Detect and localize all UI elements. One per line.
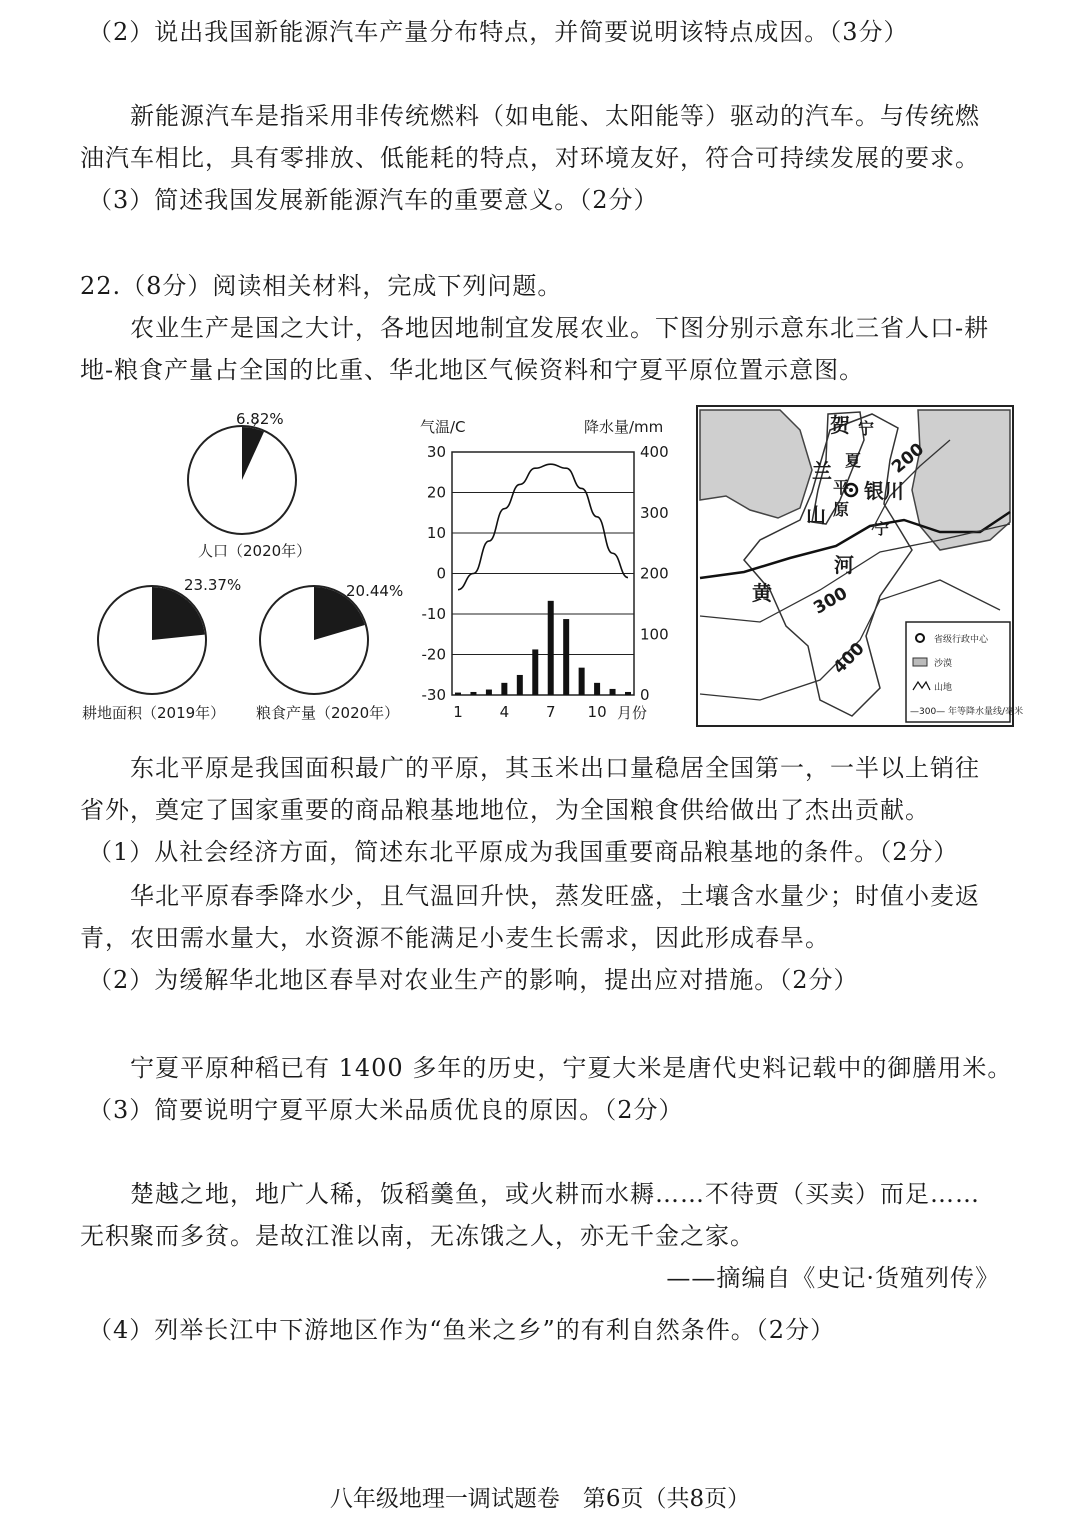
legend-capital-icon xyxy=(916,634,924,642)
precipitation-bars xyxy=(455,601,631,695)
climate-right-ticks xyxy=(640,443,669,704)
map-label-ning: 宁 xyxy=(858,419,875,438)
q22-quote-line1: 楚越之地，地广人稀，饭稻羹鱼，或火耕而水耨……不待贾（买卖）而足…… xyxy=(130,1180,980,1208)
precipitation-bar xyxy=(532,649,538,695)
pie-farmland-value: 23.37% xyxy=(184,576,242,594)
climate-right-tick: 400 xyxy=(640,443,669,461)
climate-left-tick: -20 xyxy=(421,645,446,664)
q21-sub3: （3）简述我国发展新能源汽车的重要意义。（2分） xyxy=(88,186,659,214)
map-label-iso300: 300 xyxy=(810,583,852,619)
temperature-line xyxy=(458,464,628,590)
climate-x-tick: 1 xyxy=(453,703,463,721)
climate-right-tick: 100 xyxy=(640,625,669,644)
precipitation-bar xyxy=(610,689,616,695)
q22-material2-line1: 华北平原春季降水少，且气温回升快，蒸发旺盛，土壤含水量少；时值小麦返 xyxy=(130,882,980,910)
q22-quote-line2: 无积聚而多贫。是故江淮以南，无冻饿之人，亦无千金之家。 xyxy=(80,1222,755,1250)
q21-material-line1: 新能源汽车是指采用非传统燃料（如电能、太阳能等）驱动的汽车。与传统燃 xyxy=(130,102,980,130)
q22-intro-line1: 农业生产是国之大计，各地因地制宜发展农业。下图分别示意东北三省人口-耕 xyxy=(130,314,990,342)
figures xyxy=(0,400,1080,740)
pie-farmland xyxy=(82,576,241,722)
precipitation-bar xyxy=(563,619,569,695)
map-label-yuan: 原 xyxy=(833,500,850,519)
climate-x-tick: 7 xyxy=(545,703,556,721)
precipitation-bar xyxy=(455,693,461,695)
q22-sub1: （1）从社会经济方面，简述东北平原成为我国重要商品粮基地的条件。（2分） xyxy=(88,838,959,866)
precipitation-bar xyxy=(594,683,600,695)
climate-gridlines xyxy=(452,452,634,695)
map-label-helan1: 贺 xyxy=(830,413,850,437)
pie-grain-title: 粮食产量（2020年） xyxy=(256,704,400,722)
q22-title: 22.（8分）阅读相关材料，完成下列问题。 xyxy=(80,272,563,300)
pie-grain-value: 20.44% xyxy=(346,582,404,600)
climate-right-tick: 0 xyxy=(640,686,650,704)
precipitation-bar xyxy=(548,601,554,695)
q22-sub4: （4）列举长江中下游地区作为“鱼米之乡”的有利自然条件。（2分） xyxy=(88,1316,836,1344)
climate-right-tick: 300 xyxy=(640,503,669,522)
precipitation-bar xyxy=(501,683,507,695)
q22-material2-line2: 青，农田需水量大，水资源不能满足小麦生长需求，因此形成春旱。 xyxy=(80,924,830,952)
climate-ylabel-right: 降水量/mm xyxy=(584,418,664,436)
map-label-helan2: 兰 xyxy=(812,459,832,483)
map-label-ning2: 宁 xyxy=(874,520,890,538)
legend-capital: 省级行政中心 xyxy=(934,635,989,645)
climate-right-tick: 200 xyxy=(640,564,669,583)
q22-quote-source: ——摘编自《史记·货殖列传》 xyxy=(666,1264,1000,1292)
climate-x-tick: 10 xyxy=(587,703,607,721)
pie-grain xyxy=(256,582,403,722)
climate-left-tick: 0 xyxy=(436,564,446,583)
q21-sub2: （2）说出我国新能源汽车产量分布特点，并简要说明该特点成因。（3分） xyxy=(88,18,909,46)
map-label-ping: 平 xyxy=(833,478,850,497)
map-label-iso400: 400 xyxy=(829,638,869,679)
precipitation-bar xyxy=(470,692,476,695)
climate-left-tick: -10 xyxy=(421,605,446,623)
precipitation-bar xyxy=(625,692,631,695)
pie-farmland-slice xyxy=(152,587,205,640)
q22-sub3: （3）简要说明宁夏平原大米品质优良的原因。（2分） xyxy=(88,1096,684,1124)
climate-x-tick: 4 xyxy=(499,703,510,721)
map-legend xyxy=(906,622,1023,722)
page-footer: 八年级地理一调试题卷 第6页（共8页） xyxy=(329,1486,751,1512)
legend-mountain: 山地 xyxy=(934,683,953,693)
map-label-xia: 夏 xyxy=(845,451,862,470)
map-label-iso200: 200 xyxy=(888,439,929,478)
legend-desert: 沙漠 xyxy=(934,659,953,669)
q22-sub2: （2）为缓解华北地区春旱对农业生产的影响，提出应对措施。（2分） xyxy=(88,966,859,994)
precipitation-bar xyxy=(486,690,492,695)
map-label-helan3: 山 xyxy=(806,503,826,527)
climate-xlabel: 月份 xyxy=(617,704,648,722)
climate-left-tick: -30 xyxy=(421,686,446,704)
pie-farmland-title: 耕地面积（2019年） xyxy=(82,704,226,722)
q22-material1-line1: 东北平原是我国面积最广的平原，其玉米出口量稳居全国第一，一半以上销往 xyxy=(130,754,980,782)
pie-population-value: 6.82% xyxy=(236,410,284,428)
legend-desert-icon xyxy=(913,658,927,666)
precipitation-bar xyxy=(517,675,523,695)
climate-left-ticks xyxy=(422,443,447,704)
climate-chart xyxy=(420,418,669,722)
precipitation-bar xyxy=(579,668,585,695)
map-label-huang: 黄 xyxy=(752,581,772,605)
desert-east xyxy=(912,410,1010,550)
climate-x-ticks xyxy=(453,703,606,721)
pie-population-title: 人口（2020年） xyxy=(198,542,312,560)
q22-material1-line2: 省外，奠定了国家重要的商品粮基地地位，为全国粮食供给做出了杰出贡献。 xyxy=(80,796,930,824)
q21-material-line2: 油汽车相比，具有零排放、低能耗的特点，对环境友好，符合可持续发展的要求。 xyxy=(80,144,980,172)
q22-material3: 宁夏平原种稻已有 1400 多年的历史，宁夏大米是唐代史料记载中的御膳用米。 xyxy=(130,1054,1013,1082)
pie-population xyxy=(188,410,311,560)
map-label-yinchuan: 银川 xyxy=(864,479,904,503)
q22-intro-line2: 地-粮食产量占全国的比重、华北地区气候资料和宁夏平原位置示意图。 xyxy=(80,356,865,384)
climate-left-tick: 20 xyxy=(426,483,446,502)
climate-left-tick: 30 xyxy=(426,443,446,461)
climate-left-tick: 10 xyxy=(426,524,446,542)
map-label-he: 河 xyxy=(834,553,854,577)
ningxia-map xyxy=(697,406,1023,726)
climate-ylabel-left: 气温/C xyxy=(420,418,466,436)
legend-isohyet: —300— 年等降水量线/毫米 xyxy=(910,707,1024,717)
